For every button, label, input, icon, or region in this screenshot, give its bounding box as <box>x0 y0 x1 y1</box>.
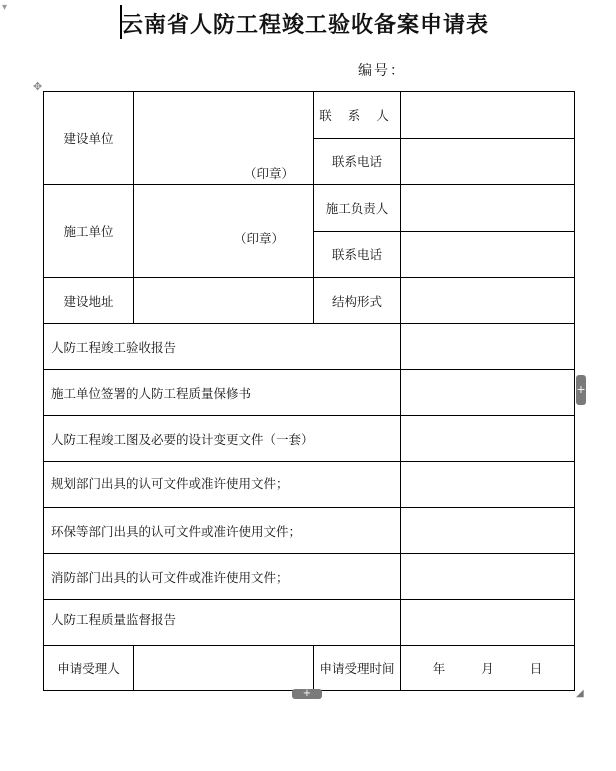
checklist-item: 人防工程质量监督报告 <box>44 600 401 646</box>
structure-label: 结构形式 <box>314 278 401 324</box>
checklist-value-cell[interactable] <box>401 462 575 508</box>
checklist-value-cell[interactable] <box>401 508 575 554</box>
contact-phone-cell[interactable] <box>401 138 575 185</box>
checklist-value-cell[interactable] <box>401 370 575 416</box>
construction-unit-cell[interactable] <box>134 92 314 185</box>
apply-time-label: 申请受理时间 <box>314 646 401 691</box>
day-label: 日 <box>529 661 543 676</box>
year-label: 年 <box>432 661 446 676</box>
move-icon[interactable]: ✥ <box>33 80 43 93</box>
applicant-label: 申请受理人 <box>44 646 134 691</box>
checklist-value-cell[interactable] <box>401 324 575 370</box>
construction-seal-label: （印章） <box>244 166 295 181</box>
builder-phone-label: 联系电话 <box>314 231 401 278</box>
checklist-value-cell[interactable] <box>401 416 575 462</box>
contact-phone-label: 联系电话 <box>314 138 401 185</box>
month-label: 月 <box>481 661 494 676</box>
checklist-item: 人防工程竣工图及必要的设计变更文件（一套） <box>44 416 401 462</box>
checklist-item: 人防工程竣工验收报告 <box>44 324 401 370</box>
builder-unit-label: 施工单位 <box>44 185 134 278</box>
builder-unit-cell[interactable] <box>134 185 314 278</box>
checklist-value-cell[interactable] <box>401 554 575 600</box>
checklist-item: 规划部门出具的认可文件或准许使用文件； <box>44 462 401 508</box>
checklist-value-cell[interactable] <box>401 600 575 646</box>
address-cell[interactable] <box>134 278 314 324</box>
construction-unit-label: 建设单位 <box>44 92 134 185</box>
checklist-item: 消防部门出具的认可文件或准许使用文件； <box>44 554 401 600</box>
application-table <box>43 91 575 691</box>
builder-phone-cell[interactable] <box>401 231 575 278</box>
builder-manager-cell[interactable] <box>401 185 575 232</box>
checklist-item: 环保等部门出具的认可文件或准许使用文件； <box>44 508 401 554</box>
document-title[interactable]: 云南省人防工程竣工验收备案申请表 <box>121 12 490 38</box>
add-column-icon[interactable]: + <box>576 375 586 405</box>
page-corner-icon: ▾ <box>2 2 8 13</box>
address-label: 建设地址 <box>44 278 134 324</box>
serial-number-label[interactable]: 编号： <box>358 63 406 79</box>
resize-icon[interactable]: ◢ <box>576 688 584 699</box>
builder-manager-label: 施工负责人 <box>314 185 401 232</box>
checklist-item: 施工单位签署的人防工程质量保修书 <box>44 370 401 416</box>
apply-date-cell[interactable] <box>401 646 575 691</box>
applicant-cell[interactable] <box>134 646 314 691</box>
add-row-icon[interactable]: + <box>292 689 322 699</box>
contact-person-label: 联 系 人 <box>314 92 401 139</box>
builder-seal-label: （印章） <box>234 231 285 246</box>
contact-person-cell[interactable] <box>401 92 575 139</box>
structure-cell[interactable] <box>401 278 575 324</box>
